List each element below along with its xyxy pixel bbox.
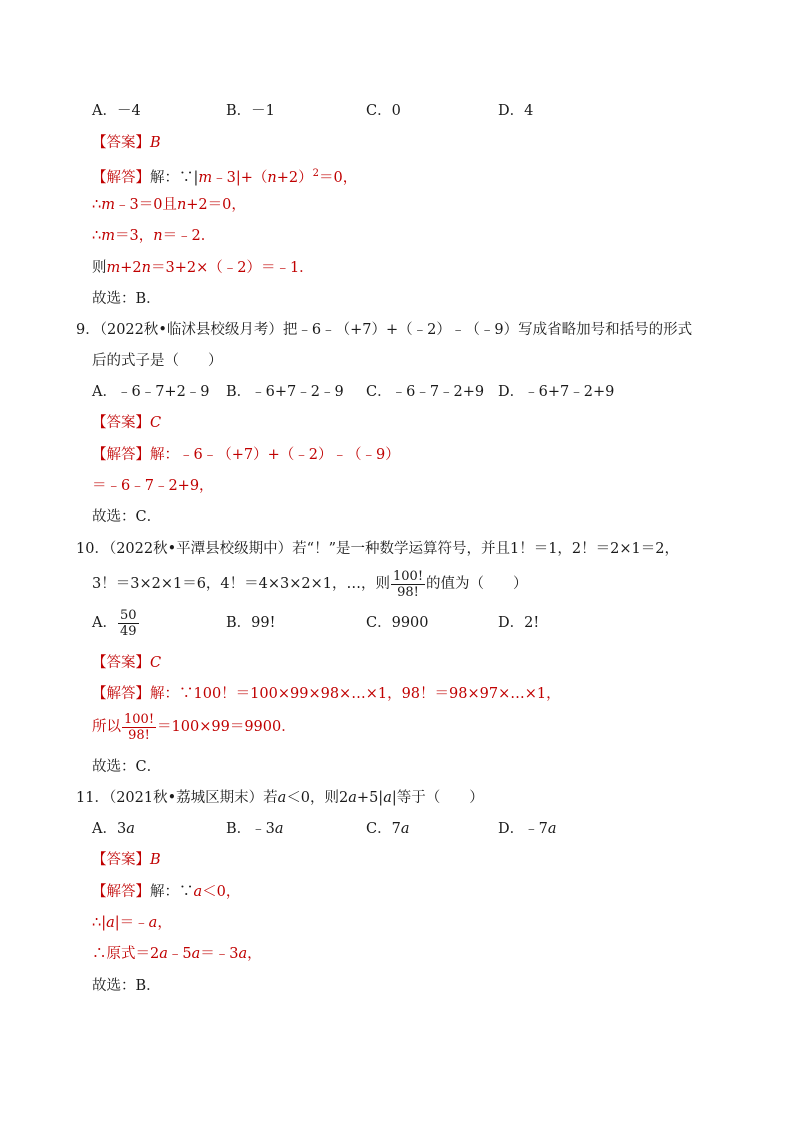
text: ∴原式＝2	[92, 946, 160, 962]
var: m	[101, 228, 115, 244]
text: +2＝0，	[186, 197, 246, 213]
text: |＝﹣	[114, 915, 149, 931]
var: a	[238, 946, 248, 962]
text: A．3	[92, 821, 127, 837]
text: ∴	[92, 197, 102, 213]
answer-label: 【答案】	[92, 852, 150, 868]
text: ＝3+2×（﹣2）＝﹣1．	[150, 260, 314, 276]
var: n	[153, 228, 163, 244]
q10-stem-line-2	[92, 567, 528, 601]
q9-solution-line-2: ＝﹣6﹣7﹣2+9，	[92, 478, 214, 494]
var: a	[148, 915, 158, 931]
q11-stem	[76, 788, 484, 808]
q8-answer	[92, 133, 161, 153]
numerator: 50	[119, 607, 137, 623]
q9-option-c: C．﹣6﹣7﹣2+9	[366, 384, 485, 400]
solution-label: 【解答】	[92, 686, 150, 702]
q11-conclusion: 故选：B．	[92, 978, 161, 994]
answer-value: C	[150, 655, 162, 671]
q11-option-c	[366, 819, 409, 839]
q10-option-b: B．99!	[226, 615, 276, 631]
q8-option-a: A．－4	[92, 103, 141, 119]
q8-solution-line-1	[92, 164, 357, 188]
q8-solution-line-2	[92, 195, 246, 215]
q11-option-b	[226, 819, 284, 839]
fraction	[118, 608, 139, 639]
numerator: 100!	[393, 568, 424, 584]
var: a	[277, 790, 287, 806]
text: ＝﹣2．	[162, 228, 216, 244]
var: n	[141, 260, 151, 276]
denominator: 98!	[128, 727, 150, 743]
q11-option-d	[498, 819, 557, 839]
q9-solution-line-1	[92, 445, 400, 465]
q10-option-a	[92, 606, 140, 640]
q9-option-b: B．﹣6+7﹣2﹣9	[226, 384, 344, 400]
q9-answer	[92, 413, 161, 433]
var: a	[159, 946, 168, 962]
q10-option-d: D．2!	[498, 615, 540, 631]
text: 解：∵|	[150, 169, 199, 186]
text: +2）	[276, 169, 313, 186]
var: a	[274, 821, 284, 837]
text: ＝0，	[319, 169, 358, 186]
q8-option-d: D．4	[498, 103, 534, 119]
text: 所以	[92, 719, 121, 735]
text: ＝100×99＝9900．	[157, 719, 296, 735]
q8-solution-line-4	[92, 258, 314, 278]
text: ∴|	[92, 915, 107, 931]
fraction	[391, 569, 425, 600]
text: ＜0，则2	[286, 790, 349, 806]
text: ∴	[92, 228, 102, 244]
var: m	[106, 260, 121, 276]
text: +5|	[356, 790, 384, 806]
solution-label: 【解答】	[92, 169, 150, 186]
text: +2	[120, 260, 142, 276]
text: D．﹣7	[498, 821, 548, 837]
var: a	[547, 821, 557, 837]
var: a	[348, 790, 357, 806]
numerator: 100!	[124, 711, 155, 727]
text: ＜0，	[202, 884, 241, 900]
fraction	[122, 712, 156, 743]
var: a	[400, 821, 410, 837]
text: C．7	[366, 821, 401, 837]
answer-label: 【答案】	[92, 415, 150, 431]
q10-answer	[92, 653, 161, 673]
answer-label: 【答案】	[92, 655, 150, 671]
text: B．﹣3	[226, 821, 275, 837]
text: ＝﹣3	[200, 946, 239, 962]
exponent: 2	[312, 168, 319, 179]
q8-solution-line-3	[92, 226, 215, 246]
text: 3！＝3×2×1＝6，4！＝4×3×2×1，…，则	[92, 576, 390, 592]
text: 解：∵100！＝100×99×98×…×1，98！＝98×97×…×1，	[150, 686, 561, 702]
text: ﹣3|+（	[212, 169, 268, 186]
var: a	[383, 790, 392, 806]
q11-solution-line-3	[92, 944, 262, 964]
q11-solution-line-2	[92, 913, 172, 933]
q9-conclusion: 故选：C．	[92, 509, 162, 525]
q10-conclusion: 故选：C．	[92, 759, 162, 775]
var: a	[191, 946, 201, 962]
answer-value: B	[150, 852, 161, 868]
q11-option-a	[92, 819, 135, 839]
var: n	[267, 169, 277, 186]
var: a	[106, 915, 115, 931]
q9-stem-line-1: 9．（2022秋•临沭县校级月考）把﹣6﹣（+7）+（﹣2）﹣（﹣9）写成省略加号和括号的形式	[76, 322, 693, 338]
option-label: A．	[92, 615, 117, 631]
solution-label: 【解答】	[92, 447, 150, 463]
var: a	[193, 884, 203, 900]
text: ，	[157, 915, 172, 931]
text: ，	[247, 946, 262, 962]
q9-option-d: D．﹣6+7﹣2+9	[498, 384, 615, 400]
q11-solution-line-1	[92, 882, 240, 902]
var: m	[101, 197, 115, 213]
q9-option-a: A．﹣6﹣7+2﹣9	[92, 384, 210, 400]
text: 11．（2021秋•荔城区期末）若	[76, 790, 278, 806]
denominator: 49	[119, 623, 137, 639]
q10-stem-line-1: 10．（2022秋•平潭县校级期中）若“！”是一种数学运算符号，并且1！＝1，2！＝2×1＝2，	[76, 541, 679, 557]
var: n	[176, 197, 187, 213]
q8-conclusion: 故选：B．	[92, 291, 161, 307]
denominator: 98!	[397, 584, 419, 600]
q10-option-c: C．9900	[366, 615, 429, 631]
answer-value: B	[150, 135, 161, 151]
q10-solution-line-1	[92, 684, 561, 704]
answer-label: 【答案】	[92, 135, 150, 151]
q11-answer	[92, 850, 161, 870]
answer-value: C	[150, 415, 162, 431]
text: |等于（ ）	[391, 790, 484, 806]
q8-option-c: C．0	[366, 103, 401, 119]
text: 则	[92, 260, 107, 276]
q8-option-b: B．－1	[226, 103, 275, 119]
text: 的值为（ ）	[426, 576, 528, 592]
solution-label: 【解答】	[92, 884, 150, 900]
text: ﹣5	[167, 946, 192, 962]
text: ﹣3＝0且	[114, 197, 177, 213]
text: ＝3，	[114, 228, 154, 244]
q9-stem-line-2: 后的式子是（ ）	[92, 353, 223, 369]
text: 解：﹣6﹣（+7）+（﹣2）﹣（﹣9）	[150, 447, 400, 463]
var: m	[198, 169, 213, 186]
var: a	[126, 821, 135, 837]
text: 解：∵	[150, 884, 194, 900]
q10-solution-line-2	[92, 710, 296, 744]
